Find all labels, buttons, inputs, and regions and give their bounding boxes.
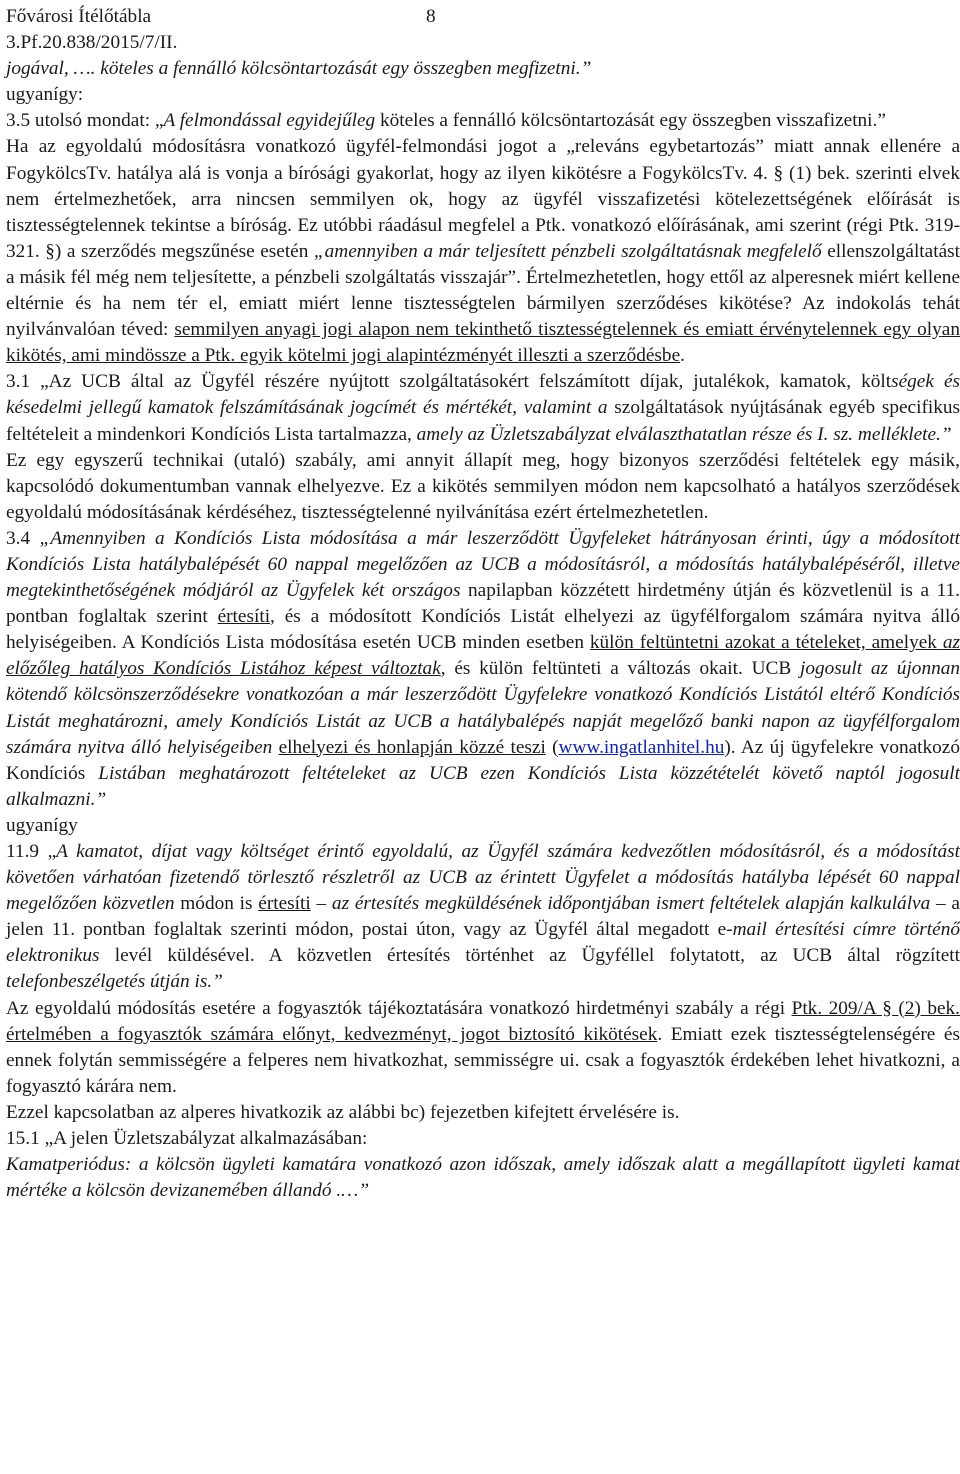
connector-text: ugyanígy:: [6, 84, 84, 106]
website-link[interactable]: www.ingatlanhitel.hu: [558, 736, 725, 758]
definition-paragraph: Kamatperiódus: a kölcsön ügyleti kamatára vonatkozó azon időszak, amely időszak alatt a megállapított ügyleti kamat mértéke a kölcsön devizanemében állandó .…”: [6, 1154, 960, 1202]
argument-paragraph: Ha az egyoldalú módosításra vonatkozó ügyfél-felmondási jogot a „releváns egybetartozás” miatt annak ellenére a FogykölcsTv. hatálya alá is vonja a bírósági gyakorlat, hogy az ilyen kikötésre a FogykölcsTv. 4. § (1) bek. szerinti elvek nem értelmezhetőek, arra nincsen semmilyen ok, hogy az ügyfél visszafizetési kötelezettségének előírását is tisztességtelennek tekintse a bíróság. Ez utóbbi ráadásul megfelel a Ptk. vonatkozó előírásának, ami szerint (régi Ptk. 319-321. §) a szerződés megszűnése esetén „amennyiben a már teljesített pénzbeli szolgáltatásnak megfelelő ellenszolgáltatást a másik fél még nem teljesítette, a pénzbeli szolgáltatás visszajár”. Értelmezhetetlen, hogy ettől az alperesnek miért kellene eltérnie és ha nem tér el, emiatt miért lenne tisztességtelen bármilyen szerződéses kikötése? Az indokolás tehát nyilvánvalóan téved: semmilyen anyagi jogi alapon nem tekinthető tisztességtelennek és emiatt érvénytelennek egy olyan kikötés, ami mindössze a Ptk. egyik kötelmi jogi alapintézményét illeszti a szerződésbe.: [6, 136, 960, 367]
clause-3-1: 3.1 „Az UCB által az Ügyfél részére nyújtott szolgáltatásokért felszámított díjak, jutalékok, kamatok, költségek és késedelmi jellegű kamatok felszámításának jogcímét és mértékét, valamint a szolgáltatások nyújtásának egyéb specifikus feltételeit a mindenkori Kondíciós Lista tartalmazza, amely az Üzletszabályzat elválaszthatatlan része és I. sz. melléklete.”: [6, 371, 960, 445]
argument-paragraph: Az egyoldalú módosítás esetére a fogyasztók tájékoztatására vonatkozó hirdetményi szabály a régi Ptk. 209/A § (2) bek. értelmében a fogyasztók számára előnyt, kedvezményt, jogot biztosító kikötések. Emiatt ezek tisztességtelenségére és ennek folytán semmisségére a felperes nem hivatkozhat, semmisségre ui. csak a fogyasztók érdekében lehet hivatkozni, a fogyasztó kárára nem.: [6, 997, 960, 1097]
argument-paragraph: Ez egy egyszerű technikai (utaló) szabály, ami annyit állapít meg, hogy bizonyos szerződési feltételek egy másik, kapcsolódó dokumentumban vannak elhelyezve. Ez a kikötés semmilyen módon nem kapcsolható a hatályos szerződések egyoldalú módosításának kérdéséhez, tisztességtelenné nyilvánítása ezért értelmezhetetlen.: [6, 449, 960, 523]
clause-11-9: 11.9 „A kamatot, díjat vagy költséget érintő egyoldalú, az Ügyfél számára kedvezőtlen módosításról, és a módosítást követően várhatóan fizetendő törlesztő részletről az UCB az érintett Ügyfelet a módosítás hatályba lépését 60 nappal megelőzően közvetlen módon is értesíti – az értesítés megküldésének időpontjában ismert feltételek alapján kalkulálva – a jelen 11. pontban foglaltak szerinti módon, postai úton, vagy az Ügyfél által megadott e-mail értesítési címre történő elektronikus levél küldésével. A közvetlen értesítés történhet az Ügyféllel folytatott, az UCB által rögzített telefonbeszélgetés útján is.”: [6, 841, 960, 993]
argument-paragraph: Ezzel kapcsolatban az alperes hivatkozik az alábbi bc) fejezetben kifejtett érvelésére is.: [6, 1101, 680, 1123]
clause-15-1: 15.1 „A jelen Üzletszabályzat alkalmazásában:: [6, 1128, 368, 1150]
case-number: 3.Pf.20.838/2015/7/II.: [6, 32, 178, 54]
court-name: Fővárosi Ítélőtábla: [6, 6, 152, 27]
connector-text: ugyanígy: [6, 814, 78, 836]
quote-paragraph: 3.5 utolsó mondat: „A felmondással egyidejűleg köteles a fennálló kölcsöntartozását egy összegben visszafizetni.”: [6, 110, 886, 132]
clause-3-4: 3.4 „Amennyiben a Kondíciós Lista módosítása a már leszerződött Ügyfeleket hátrányosan érinti, úgy a módosított Kondíciós Lista hatálybalépését 60 nappal megelőzően az UCB a módosításról, a módosítás hatálybalépéséről, illetve megtekinthetőségének módjáról az Ügyfelek két országos napilapban közzétett hirdetmény útján és közvetlenül is a 11. pontban foglaltak szerint értesíti, és a módosított Kondíciós Listát elhelyezi az ügyfélforgalom számára nyitva álló helyiségeiben. A Kondíciós Lista módosítása esetén UCB minden esetben külön feltüntetni azokat a tételeket, amelyek az előzőleg hatályos Kondíciós Listához képest változtak, és külön feltünteti a változás okait. UCB jogosult az újonnan kötendő kölcsönszerződésekre vonatkozóan a már leszerződött Ügyfelekre vonatkozó Kondíciós Listától eltérő Kondíciós Listát meghatározni, amely Kondíciós Listát az UCB a hatálybalépés napját megelőző banki napon az ügyfélforgalom számára nyitva álló helyiségeiben elhelyezi és honlapján közzé teszi (www.ingatlanhitel.hu). Az új ügyfelekre vonatkozó Kondíciós Listában meghatározott feltételeket az UCB ezen Kondíciós Lista közzétételét követő naptól jogosult alkalmazni.”: [6, 527, 960, 810]
page-header: [6, 4, 960, 30]
quote-line: jogával, …. köteles a fennálló kölcsöntartozását egy összegben megfizetni.”: [6, 58, 592, 80]
page-number: 8: [426, 6, 436, 27]
